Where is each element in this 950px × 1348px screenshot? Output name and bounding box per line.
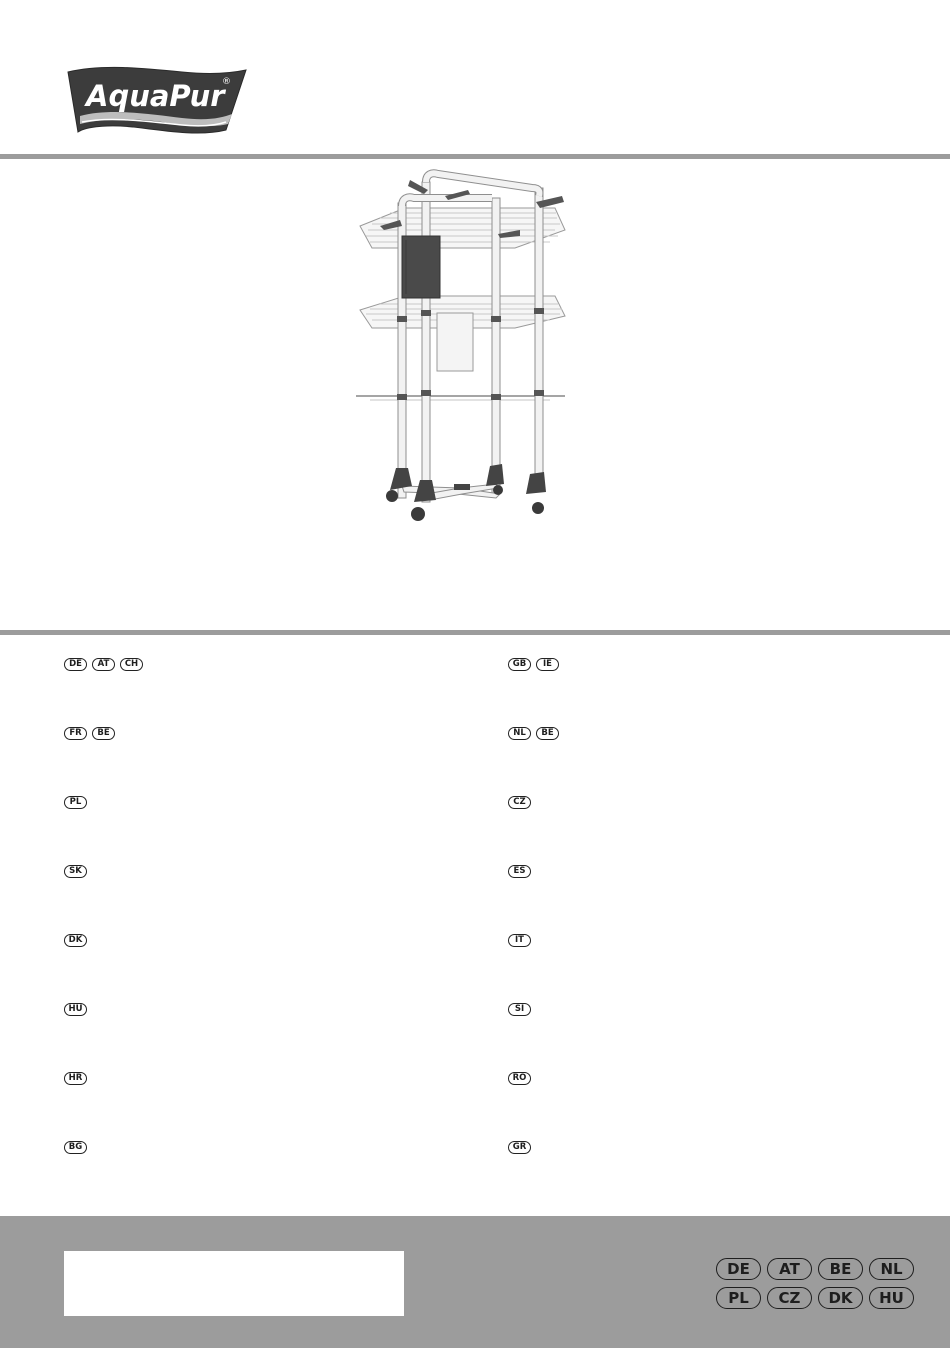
country-badge: BE [818, 1258, 863, 1280]
lang-badge: CZ [508, 796, 531, 809]
lang-group-ro [508, 1072, 531, 1085]
country-badge: HU [869, 1287, 914, 1309]
lang-badge: BG [64, 1141, 87, 1154]
tower-clothes-airer-illustration [350, 168, 575, 528]
country-codes [716, 1258, 921, 1316]
lang-group-fr-be [64, 727, 115, 740]
lang-group-hu [64, 1003, 87, 1016]
lang-group-bg [64, 1141, 87, 1154]
brand-name: AquaPur [86, 79, 225, 113]
lang-badge: BE [92, 727, 115, 740]
lang-badge: CH [120, 658, 143, 671]
country-badge: DK [818, 1287, 863, 1309]
lang-group-gb-ie [508, 658, 559, 671]
country-badge: NL [869, 1258, 914, 1280]
lang-badge: RO [508, 1072, 531, 1085]
lang-group-hr [64, 1072, 87, 1085]
lang-badge: ES [508, 865, 531, 878]
lang-badge: GB [508, 658, 531, 671]
lang-group-gr [508, 1141, 531, 1154]
lang-badge: DK [64, 934, 87, 947]
top-divider [0, 154, 950, 159]
lang-group-si [508, 1003, 531, 1016]
country-badge: CZ [767, 1287, 812, 1309]
lang-badge: IE [536, 658, 559, 671]
lang-group-sk [64, 865, 87, 878]
country-badge: PL [716, 1287, 761, 1309]
lang-badge: NL [508, 727, 531, 740]
lang-group-cz [508, 796, 531, 809]
lang-group-pl [64, 796, 87, 809]
country-badge: AT [767, 1258, 812, 1280]
lang-badge: AT [92, 658, 115, 671]
footer-band [0, 1216, 950, 1348]
lang-badge: SK [64, 865, 87, 878]
lang-badge: GR [508, 1141, 531, 1154]
lang-badge: SI [508, 1003, 531, 1016]
lang-badge: DE [64, 658, 87, 671]
lang-badge: FR [64, 727, 87, 740]
lang-badge: PL [64, 796, 87, 809]
ian-label-box [64, 1251, 404, 1316]
lang-badge: HU [64, 1003, 87, 1016]
country-row [716, 1287, 921, 1309]
country-badge: DE [716, 1258, 761, 1280]
aquapur-logo [62, 62, 248, 138]
registered-mark: ® [222, 77, 231, 87]
lang-group-nl-be [508, 727, 559, 740]
lang-group-dk [64, 934, 87, 947]
lang-badge: IT [508, 934, 531, 947]
country-row [716, 1258, 921, 1280]
lang-badge: BE [536, 727, 559, 740]
lang-group-it [508, 934, 531, 947]
lang-group-es [508, 865, 531, 878]
lang-group-de-at-ch [64, 658, 143, 671]
lang-badge: HR [64, 1072, 87, 1085]
middle-divider [0, 630, 950, 635]
